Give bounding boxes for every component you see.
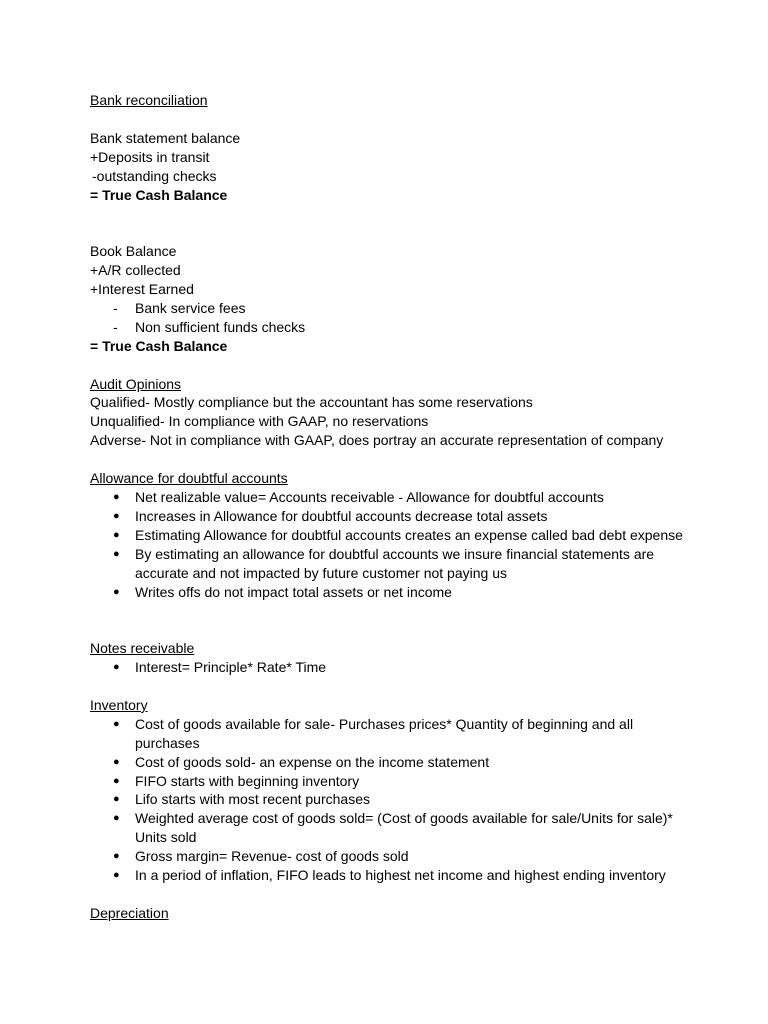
bullet-marker: ● <box>113 490 120 503</box>
book-line: +A/R collected <box>90 262 181 279</box>
list-item-text: Gross margin= Revenue- cost of goods sold <box>135 848 409 865</box>
book-line: +Interest Earned <box>90 281 194 298</box>
list-item <box>90 772 700 791</box>
list-item <box>90 809 700 847</box>
section-heading-depreciation: Depreciation <box>90 904 169 921</box>
section-heading-audit-opinions: Audit Opinions <box>90 375 182 392</box>
list-item <box>90 545 700 583</box>
bullet-marker: ● <box>113 547 120 560</box>
bullet-marker: ● <box>113 717 120 730</box>
bullet-marker: ● <box>113 509 120 522</box>
bullet-marker: ● <box>113 661 120 674</box>
bank-line: Bank statement balance <box>90 129 241 146</box>
list-item-text: Cost of goods sold- an expense on the income statement <box>135 753 490 770</box>
bullet-marker: ● <box>113 793 120 806</box>
book-total: = True Cash Balance <box>90 337 228 354</box>
list-item-text: Weighted average cost of goods sold= (Cost of goods available for sale/Units for sale)* Units sold <box>135 810 673 846</box>
bullet-marker: ● <box>113 755 120 768</box>
section-heading-inventory: Inventory <box>90 696 148 713</box>
list-item <box>90 847 700 866</box>
list-item-text: In a period of inflation, FIFO leads to highest net income and highest ending inventory <box>135 867 666 884</box>
bullet-marker: ● <box>113 869 120 882</box>
book-deduction-text: Non sufficient funds checks <box>135 318 306 335</box>
section-heading-allowance: Allowance for doubtful accounts <box>90 470 288 487</box>
list-item <box>90 866 700 885</box>
list-item <box>90 790 700 809</box>
bullet-marker: ● <box>113 812 120 825</box>
document-page <box>90 91 700 923</box>
list-item <box>90 658 700 677</box>
list-item-text: Increases in Allowance for doubtful accounts decrease total assets <box>135 507 548 524</box>
bullet-marker: ● <box>113 774 120 787</box>
list-item-text: Estimating Allowance for doubtful accounts creates an expense called bad debt expense <box>135 526 683 543</box>
list-item-text: By estimating an allowance for doubtful accounts we insure financial statements are accurate and not impacted by future customer not paying us <box>135 545 655 581</box>
list-item <box>90 715 700 753</box>
book-deduction-item <box>90 318 700 337</box>
bank-line: +Deposits in transit <box>90 148 210 165</box>
book-deduction-text: Bank service fees <box>135 299 246 316</box>
list-item <box>90 507 700 526</box>
dash-marker: - <box>113 299 118 316</box>
bullet-marker: ● <box>113 528 120 541</box>
list-item-text: Interest= Principle* Rate* Time <box>135 659 327 676</box>
bank-total: = True Cash Balance <box>90 186 228 203</box>
bullet-marker: ● <box>113 850 120 863</box>
book-line: Book Balance <box>90 243 177 260</box>
list-item-text: FIFO starts with beginning inventory <box>135 772 360 789</box>
list-item <box>90 526 700 545</box>
audit-line: Unqualified- In compliance with GAAP, no reservations <box>90 413 429 430</box>
list-item-text: Writes offs do not impact total assets or net income <box>135 583 452 600</box>
list-item <box>90 488 700 507</box>
list-item-text: Net realizable value= Accounts receivable - Allowance for doubtful accounts <box>135 488 604 505</box>
section-heading-notes-receivable: Notes receivable <box>90 640 195 657</box>
list-item <box>90 583 700 602</box>
book-deduction-item <box>90 299 700 318</box>
section-heading-bank-reconciliation: Bank reconciliation <box>90 92 208 108</box>
dash-marker: - <box>113 318 118 335</box>
audit-line: Qualified- Mostly compliance but the accountant has some reservations <box>90 394 533 411</box>
list-item <box>90 753 700 772</box>
audit-line: Adverse- Not in compliance with GAAP, does portray an accurate representation of company <box>90 432 664 449</box>
list-item-text: Lifo starts with most recent purchases <box>135 791 370 808</box>
list-item-text: Cost of goods available for sale- Purchases prices* Quantity of beginning and all purchases <box>135 715 634 751</box>
bullet-marker: ● <box>113 585 120 598</box>
bank-line: -outstanding checks <box>92 167 217 184</box>
